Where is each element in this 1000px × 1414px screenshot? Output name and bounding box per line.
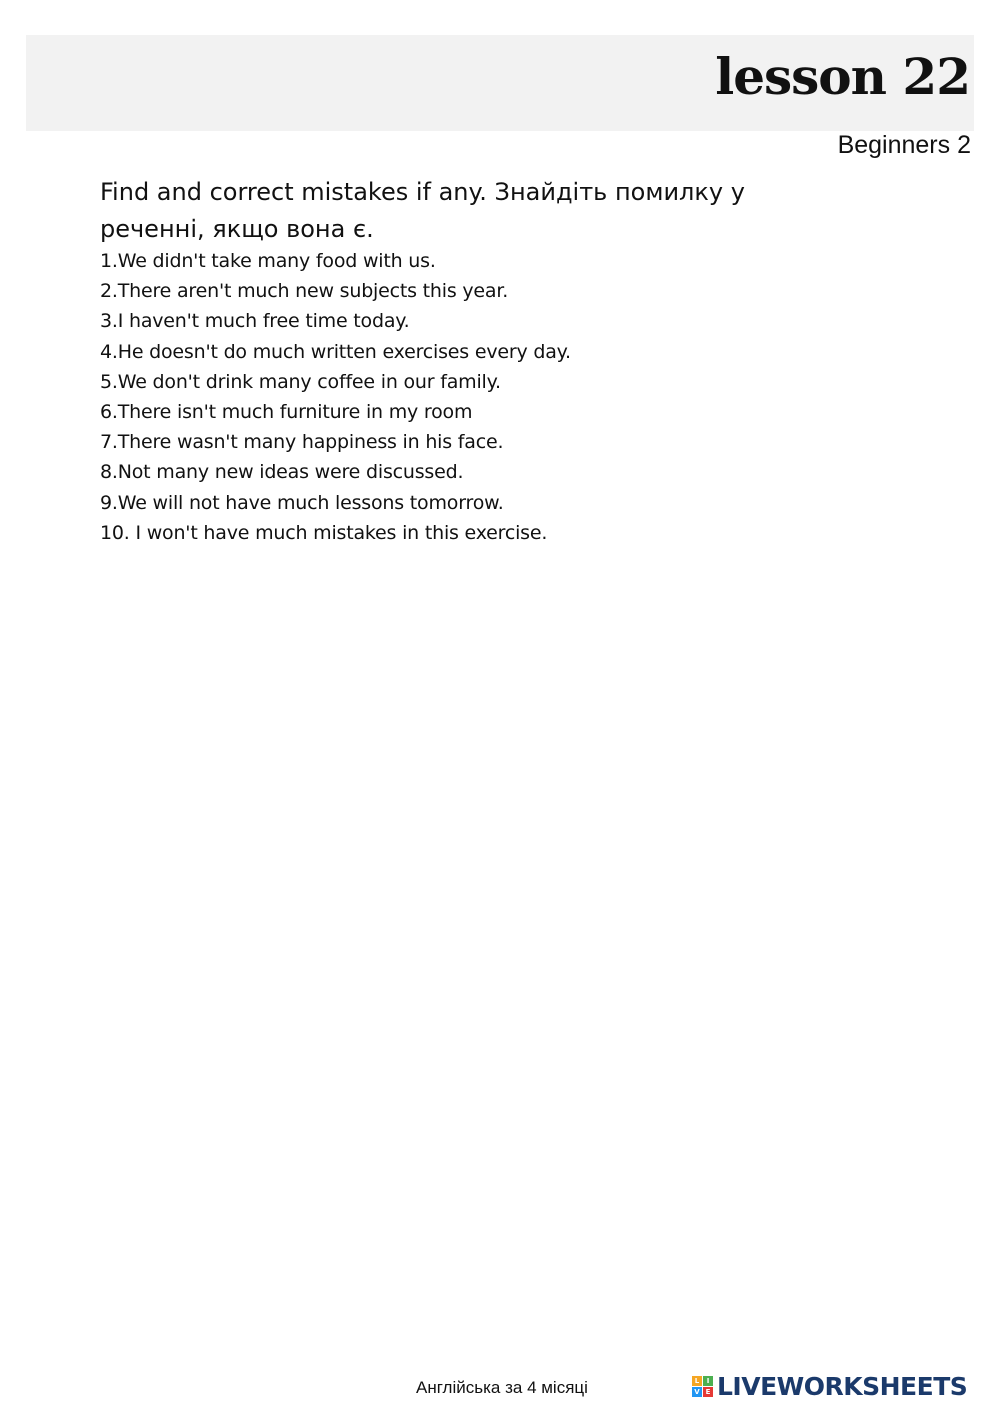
sentence-item: 7.There wasn't many happiness in his face. bbox=[100, 431, 504, 454]
logo-blocks-icon bbox=[692, 1376, 713, 1397]
level-label: Beginners 2 bbox=[837, 131, 971, 159]
exercise-instruction: Find and correct mistakes if any. Знайдіть помилку у реченні, якщо вона є. bbox=[100, 178, 745, 243]
sentence-item: 2.There aren't much new subjects this year. bbox=[100, 280, 509, 303]
sentence-item: 4.He doesn't do much written exercises every day. bbox=[100, 340, 571, 363]
sentence-item: 8.Not many new ideas were discussed. bbox=[100, 461, 464, 484]
sentence-item: 6.There isn't much furniture in my room bbox=[100, 401, 473, 424]
logo-block: E bbox=[703, 1387, 713, 1397]
lesson-title: lesson 22 bbox=[715, 47, 970, 106]
sentence-item: 3.I haven't much free time today. bbox=[100, 310, 410, 333]
sentence-item: 1.We didn't take many food with us. bbox=[100, 250, 436, 272]
sentence-item: 10. I won't have much mistakes in this exercise. bbox=[100, 521, 548, 544]
logo-wordmark: LIVEWORKSHEETS bbox=[717, 1372, 968, 1401]
logo-block: V bbox=[692, 1387, 702, 1397]
footer-course-text: Англійська за 4 місяці bbox=[416, 1378, 588, 1397]
logo-block: I bbox=[703, 1376, 713, 1386]
logo-block: L bbox=[692, 1376, 702, 1386]
liveworksheets-logo[interactable] bbox=[692, 1374, 967, 1399]
sentence-item: 9.We will not have much lessons tomorrow. bbox=[100, 491, 504, 514]
sentence-list bbox=[100, 246, 571, 548]
sentence-item: 5.We don't drink many coffee in our family. bbox=[100, 370, 501, 393]
